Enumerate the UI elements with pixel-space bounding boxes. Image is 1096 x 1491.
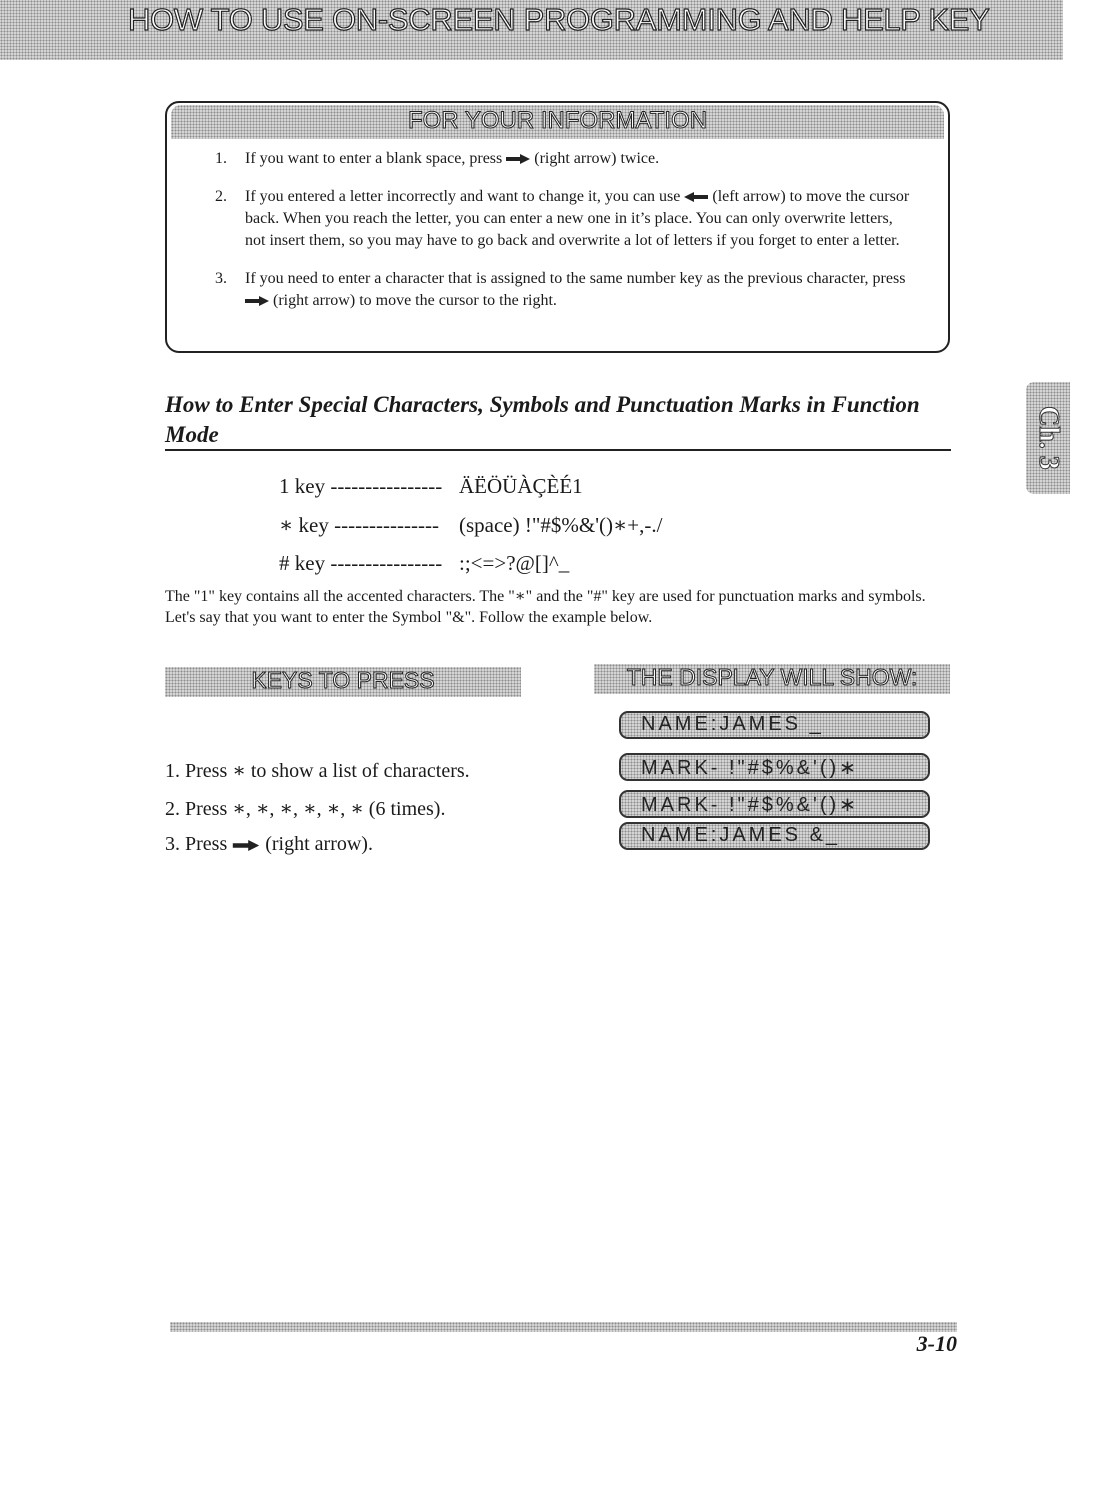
lcd-display [619, 753, 930, 781]
lcd-text: NAME:JAMES &_ [641, 824, 841, 846]
fyi-item-text [245, 268, 915, 312]
display-band [594, 664, 950, 694]
lcd-text: MARK- !"#$%&'()∗ [641, 757, 859, 779]
fyi-list [215, 148, 915, 328]
explanation-paragraph: The "1" key contains all the accented characters. The "∗" and the "#" key are used for punctuation marks and symbols. Let's say that you want to enter the Symbol "&". Follow the example below. [165, 588, 926, 626]
fyi-item [215, 148, 915, 170]
lcd-display [619, 790, 930, 818]
left-arrow-icon [684, 192, 708, 202]
fyi-header [171, 105, 944, 139]
step-item-before: 3. Press [165, 833, 228, 855]
right-arrow-icon [232, 840, 260, 851]
key-label: ∗ key --------------- [279, 513, 439, 537]
key-label: # key ---------------- [279, 551, 443, 575]
key-label: 1 key ---------------- [279, 474, 443, 498]
section-divider [165, 449, 951, 451]
fyi-item-number: 3. [215, 270, 227, 287]
lcd-text: MARK- !"#$%&'()∗ [641, 794, 859, 816]
right-arrow-icon [245, 296, 269, 306]
key-row [279, 513, 662, 538]
fyi-item-text-after: (right arrow) twice. [534, 150, 660, 167]
fyi-item-text-after: (left arrow) to move the cursor back. When you reach the letter, you can enter a new one in it’s place. You can only overwrite letters, not insert them, so you may have to go back and overwrite a lot of letters if you forget to enter a letter. [245, 188, 910, 249]
key-characters: ÄËÖÜÀÇÈÉ1 [459, 474, 583, 498]
step-item: 1. Press ∗ to show a list of characters. [165, 760, 470, 782]
section-title: How to Enter Special Characters, Symbols and Punctuation Marks in Function Mode [165, 392, 920, 447]
step-item [165, 833, 373, 856]
fyi-item-text-before: If you want to enter a blank space, press [245, 150, 503, 167]
key-row [279, 551, 569, 576]
step-item: 2. Press ∗, ∗, ∗, ∗, ∗, ∗ (6 times). [165, 798, 446, 820]
keys-to-press-title: KEYS TO PRESS [251, 667, 435, 693]
key-row [279, 474, 583, 499]
step-item-after: (right arrow). [265, 833, 373, 855]
fyi-item-text-before: If you need to enter a character that is assigned to the same number key as the previous character, press [245, 270, 906, 287]
fyi-item-number: 2. [215, 188, 227, 205]
fyi-item-text [245, 186, 915, 252]
right-arrow-icon [506, 154, 530, 164]
lcd-display [619, 711, 930, 739]
display-title: THE DISPLAY WILL SHOW: [626, 664, 918, 690]
fyi-item-text-after: (right arrow) to move the cursor to the right. [273, 292, 557, 309]
chapter-tab [1026, 382, 1070, 494]
keys-to-press-band [165, 667, 521, 697]
page-header-title: HOW TO USE ON-SCREEN PROGRAMMING AND HELP KEY [128, 2, 990, 37]
fyi-title: FOR YOUR INFORMATION [407, 107, 708, 134]
fyi-item-text [245, 148, 915, 170]
key-characters: :;<=>?@[]^_ [459, 551, 570, 575]
fyi-item-number: 1. [215, 150, 227, 167]
lcd-text: NAME:JAMES _ [641, 713, 824, 735]
fyi-item [215, 268, 915, 312]
header-banner [0, 0, 1063, 60]
page-number: 3-10 [916, 1331, 957, 1356]
key-characters: (space) !"#$%&'()∗+,-./ [459, 513, 663, 537]
footer-rule [170, 1322, 957, 1332]
fyi-item-text-before: If you entered a letter incorrectly and want to change it, you can use [245, 188, 681, 205]
fyi-item [215, 186, 915, 252]
chapter-tab-label: Ch. 3 [1033, 406, 1064, 470]
lcd-display [619, 822, 930, 850]
